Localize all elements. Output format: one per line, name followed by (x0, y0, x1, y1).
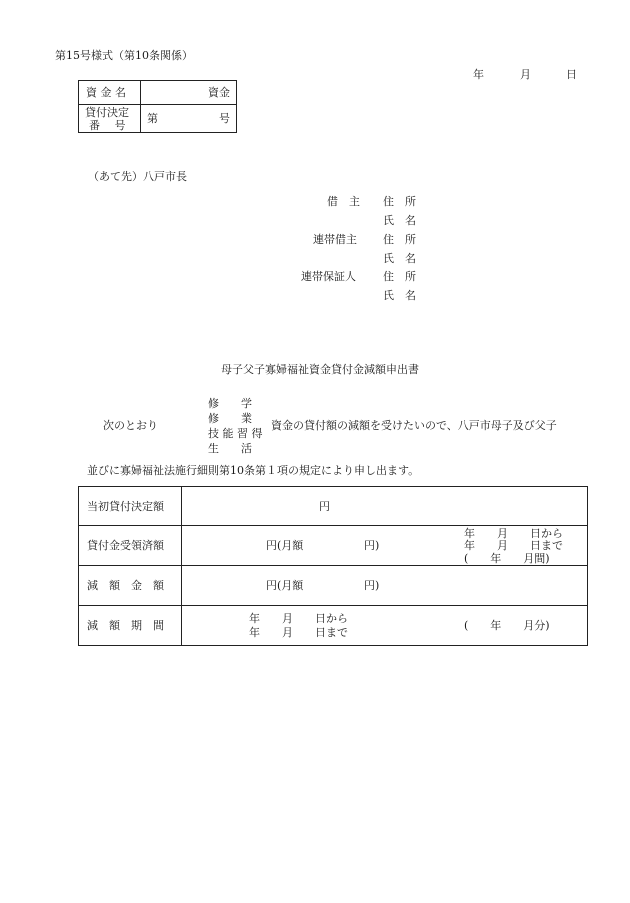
decision-label-bottom: 番 号 (89, 119, 126, 132)
received-amount-label: 貸付金受領済額 (87, 539, 164, 552)
received-amount-value-cell[interactable] (182, 526, 588, 566)
date-day: 日 (566, 68, 577, 81)
decision-number-label-cell (79, 105, 141, 133)
reduction-period-from: 年 月 日から (249, 612, 348, 625)
option-skills: 技 能 習 得 (208, 427, 263, 440)
reduction-period-label-cell (79, 606, 182, 646)
option-training: 修 業 (208, 412, 252, 425)
received-amount-label-cell (79, 526, 182, 566)
received-amount-yen: 円(月額 (266, 539, 304, 552)
received-amount-yen-close: 円) (364, 539, 380, 552)
option-living: 生 活 (208, 442, 252, 455)
fund-name-value: 資金 (208, 86, 230, 99)
received-period-months: ( 年 月間) (464, 552, 550, 565)
reduction-amount-label-cell (79, 566, 182, 606)
fund-box (78, 80, 237, 133)
guarantor-address-label: 住 所 (383, 270, 416, 283)
reduction-amount-yen: 円(月額 (266, 579, 304, 592)
date-year: 年 (473, 68, 484, 81)
joint-borrower-address-label: 住 所 (383, 233, 416, 246)
joint-borrower-name-label: 氏 名 (383, 252, 416, 265)
borrower-address-label: 住 所 (383, 195, 416, 208)
reduction-amount-label: 減 額 金 額 (87, 579, 164, 592)
form-number: 第15号様式（第10条関係） (55, 49, 193, 62)
addressee: （あて先）八戸市長 (88, 170, 187, 183)
body-line2: 並びに寡婦福祉法施行細則第10条第１項の規定により申し出ます。 (87, 464, 420, 477)
joint-borrower-role: 連帯借主 (313, 233, 357, 246)
fund-name-value-cell[interactable] (141, 81, 237, 105)
decision-suffix: 号 (219, 112, 230, 125)
option-study: 修 学 (208, 397, 252, 410)
document-title: 母子父子寡婦福祉資金貸付金減額申出書 (221, 363, 419, 376)
borrower-role: 借 主 (327, 195, 360, 208)
guarantor-role: 連帯保証人 (301, 270, 356, 283)
amount-table (78, 486, 588, 646)
fund-name-label-cell (79, 81, 141, 105)
received-period-from: 年 月 日から (464, 527, 563, 540)
initial-amount-value-cell[interactable] (182, 487, 588, 526)
borrower-name-label: 氏 名 (383, 214, 416, 227)
reduction-period-label: 減 額 期 間 (87, 619, 164, 632)
reduction-amount-yen-close: 円) (364, 579, 380, 592)
body-tail: 資金の貸付額の減額を受けたいので、八戸市母子及び父子 (271, 419, 557, 432)
reduction-period-value-cell[interactable] (182, 606, 588, 646)
decision-prefix: 第 (147, 112, 158, 125)
body-lead: 次のとおり (103, 419, 158, 432)
initial-amount-yen: 円 (319, 500, 330, 513)
reduction-period-to: 年 月 日まで (249, 626, 348, 639)
guarantor-name-label: 氏 名 (383, 289, 416, 302)
decision-label-top: 貸付決定 (85, 106, 129, 119)
date-month: 月 (520, 68, 531, 81)
fund-name-label: 資 金 名 (86, 86, 126, 99)
initial-amount-label: 当初貸付決定額 (87, 500, 164, 513)
reduction-amount-value-cell[interactable] (182, 566, 588, 606)
received-period-to: 年 月 日まで (464, 539, 563, 552)
decision-number-value-cell[interactable] (141, 105, 237, 133)
reduction-period-months: ( 年 月分) (464, 619, 550, 632)
initial-amount-label-cell (79, 487, 182, 526)
